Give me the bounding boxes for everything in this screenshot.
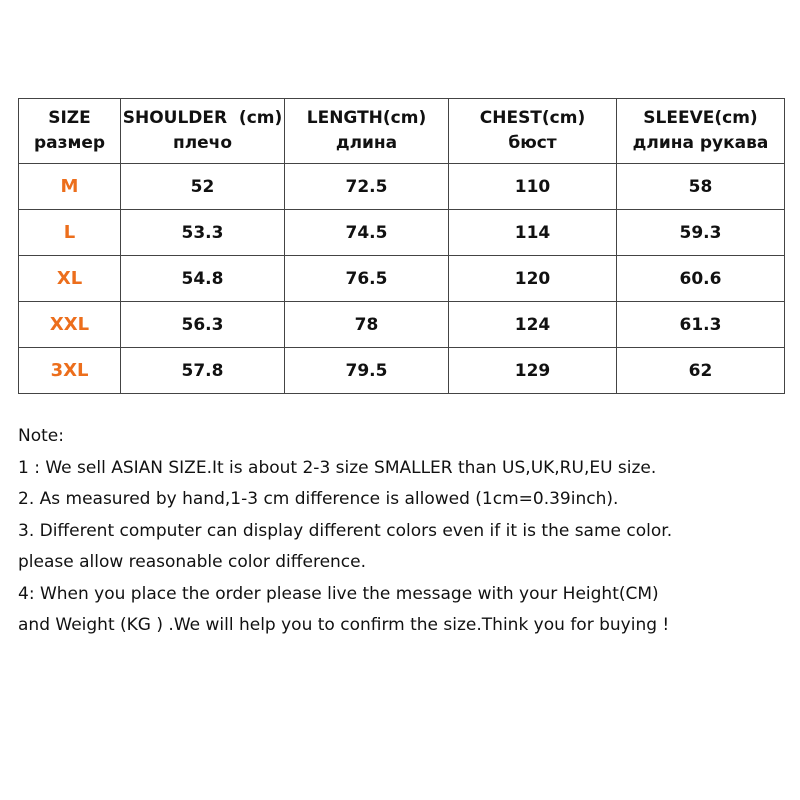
size-label: 3XL bbox=[19, 348, 121, 394]
shoulder-value: 52 bbox=[121, 164, 285, 210]
shoulder-value: 54.8 bbox=[121, 256, 285, 302]
size-chart-table bbox=[18, 98, 785, 394]
notes-section bbox=[18, 421, 788, 642]
chest-value: 114 bbox=[449, 210, 617, 256]
header-shoulder bbox=[121, 99, 285, 164]
header-shoulder-ru: плечо bbox=[172, 133, 233, 153]
header-chest-ru: бюст bbox=[508, 133, 557, 153]
note-line: and Weight (KG ) .We will help you to confirm the size.Think you for buying ! bbox=[18, 615, 670, 635]
table-row bbox=[19, 210, 785, 256]
sleeve-value: 58 bbox=[617, 164, 785, 210]
header-size bbox=[19, 99, 121, 164]
shoulder-value: 53.3 bbox=[121, 210, 285, 256]
size-label: L bbox=[19, 210, 121, 256]
table-row bbox=[19, 302, 785, 348]
note-line: 2. As measured by hand,1-3 cm difference is allowed (1cm=0.39inch). bbox=[18, 489, 619, 509]
sleeve-value: 62 bbox=[617, 348, 785, 394]
header-length bbox=[285, 99, 449, 164]
length-value: 79.5 bbox=[285, 348, 449, 394]
length-value: 74.5 bbox=[285, 210, 449, 256]
length-value: 76.5 bbox=[285, 256, 449, 302]
size-label: XL bbox=[19, 256, 121, 302]
shoulder-value: 57.8 bbox=[121, 348, 285, 394]
note-line: 4: When you place the order please live the message with your Height(CM) bbox=[18, 583, 659, 604]
chest-value: 129 bbox=[449, 348, 617, 394]
sleeve-value: 61.3 bbox=[617, 302, 785, 348]
note-line: please allow reasonable color difference. bbox=[18, 552, 367, 572]
chest-value: 120 bbox=[449, 256, 617, 302]
chest-value: 124 bbox=[449, 302, 617, 348]
size-label: XXL bbox=[19, 302, 121, 348]
notes-title: Note: bbox=[18, 426, 64, 446]
size-label: M bbox=[19, 164, 121, 210]
header-length-ru: длина bbox=[335, 133, 398, 153]
length-value: 78 bbox=[285, 302, 449, 348]
length-value: 72.5 bbox=[285, 164, 449, 210]
sleeve-value: 59.3 bbox=[617, 210, 785, 256]
header-chest-en: CHEST(cm) bbox=[479, 108, 586, 128]
table-header-row bbox=[19, 99, 785, 164]
header-sleeve bbox=[617, 99, 785, 164]
header-size-ru: размер bbox=[33, 133, 106, 153]
note-line: 3. Different computer can display different colors even if it is the same color. bbox=[18, 520, 673, 541]
chest-value: 110 bbox=[449, 164, 617, 210]
note-line: 1 : We sell ASIAN SIZE.It is about 2-3 size SMALLER than US,UK,RU,EU size. bbox=[18, 457, 657, 478]
table-row bbox=[19, 348, 785, 394]
header-length-en: LENGTH(cm) bbox=[306, 108, 427, 128]
shoulder-value: 56.3 bbox=[121, 302, 285, 348]
header-shoulder-en: SHOULDER (cm) bbox=[122, 108, 283, 128]
header-sleeve-ru: длина рукава bbox=[632, 133, 769, 153]
table-row bbox=[19, 164, 785, 210]
header-chest bbox=[449, 99, 617, 164]
header-sleeve-en: SLEEVE(cm) bbox=[643, 108, 758, 128]
header-size-en: SIZE bbox=[48, 108, 91, 128]
table-row bbox=[19, 256, 785, 302]
sleeve-value: 60.6 bbox=[617, 256, 785, 302]
